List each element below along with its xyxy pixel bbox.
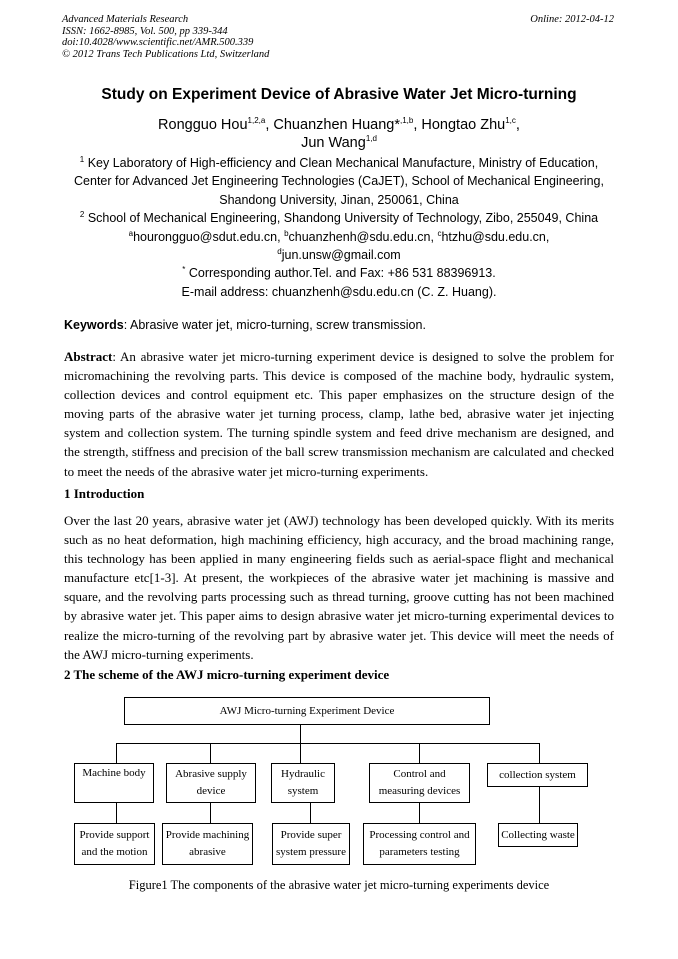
corresponding-sup: * bbox=[182, 265, 186, 275]
author-list bbox=[0, 116, 678, 152]
email-address: hourongguo@sdut.edu.cn, bbox=[133, 229, 285, 244]
author-affil-sup: 1,d bbox=[365, 134, 377, 144]
introduction-paragraph: Over the last 20 years, abrasive water jet (AWJ) technology has been developed quickly. With its merits such as no heat deformation, high machining efficiency, high accuracy, and the broad machining range, this technology has been applied in many engineering fields such as aerial-space flight and mechanical manufacture etc[1-3]. At present, the workpieces of the abrasive water jet machining is massive and square, and the revolving parts processing such as thread turning, groove cutting has not been machined by abrasive water jet. This paper aims to design abrasive water jet micro-turning experimental devices to realize the micro-turning of the revolving part by abrasive water jet. This device will meet the needs of the AWJ micro-turning experiments. bbox=[64, 513, 614, 662]
affiliation-sup: 1 bbox=[79, 154, 85, 164]
author-line-2 bbox=[0, 134, 678, 152]
section-heading-scheme: 2 The scheme of the AWJ micro-turning experiment device bbox=[64, 667, 390, 682]
diagram-root-box: AWJ Micro-turning Experiment Device bbox=[124, 697, 490, 725]
email-line-1 bbox=[40, 228, 638, 246]
connector-line bbox=[419, 803, 420, 823]
connector-line bbox=[116, 743, 117, 763]
email-address: chuanzhenh@sdu.edu.cn, bbox=[288, 229, 438, 244]
email-address: jun.unsw@gmail.com bbox=[281, 248, 401, 263]
keywords-text: : Abrasive water jet, micro-turning, screw transmission. bbox=[123, 318, 426, 332]
connector-line bbox=[300, 743, 301, 763]
journal-copyright: © 2012 Trans Tech Publications Ltd, Switzerland bbox=[62, 48, 270, 60]
affiliation-1-line-1 bbox=[40, 154, 638, 172]
keywords bbox=[64, 318, 616, 332]
connector-line bbox=[310, 803, 311, 823]
author-line-1 bbox=[0, 116, 678, 134]
journal-header bbox=[62, 14, 269, 60]
author-affil-sup: 1,2,a bbox=[247, 116, 266, 126]
diagram-box-abrasive-supply: Abrasive supply device bbox=[166, 763, 256, 803]
email-sup: a bbox=[128, 228, 134, 238]
affiliation-text: Key Laboratory of High-efficiency and Clean Mechanical Manufacture, Ministry of Education, bbox=[84, 156, 599, 170]
author-name: Rongguo Hou bbox=[158, 117, 248, 133]
abstract-text: : An abrasive water jet micro-turning experiment device is designed to solve the problem for micromachining the revolving parts. This device is composed of the machine body, hydraulic system, collection devices and control equipment etc. This paper emphasizes on the structure design of the moving parts of the abrasive water jet turning process, clamp, lathe bed, abrasive water jet injecting system and collection system. The turning spindle system and feed drive mechanism are designed, and the strength, stiffness and precision of the ball screw transmission mechanism are calculated and checked to meet the needs of the abrasive water jet micro-turning experiments. bbox=[64, 349, 614, 479]
email-sup: b bbox=[284, 228, 289, 238]
diagram-box-machining-abrasive: Provide machining abrasive bbox=[162, 823, 253, 865]
connector-line bbox=[419, 743, 420, 763]
paper-title: Study on Experiment Device of Abrasive Water Jet Micro-turning bbox=[101, 86, 577, 103]
keywords-label: Keywords bbox=[64, 318, 124, 332]
affiliation-text: School of Mechanical Engineering, Shandong University of Technology, Zibo, 255049, China bbox=[84, 211, 599, 226]
connector-line bbox=[210, 803, 211, 823]
online-date: Online: 2012-04-12 bbox=[530, 14, 614, 25]
author-affil-sup: 1,c bbox=[505, 116, 516, 126]
diagram-box-collecting-waste: Collecting waste bbox=[498, 823, 578, 847]
journal-issn: ISSN: 1662-8985, Vol. 500, pp 339-344 bbox=[62, 25, 228, 37]
figure-caption: Figure1 The components of the abrasive water jet micro-turning experiments device bbox=[128, 878, 550, 892]
diagram-box-machine-body: Machine body bbox=[74, 763, 154, 803]
email-sup: c bbox=[437, 228, 442, 238]
affiliation-2 bbox=[40, 209, 638, 227]
diagram-box-control-measuring: Control and measuring devices bbox=[369, 763, 470, 803]
connector-line bbox=[300, 725, 301, 743]
author-name: , Hongtao Zhu bbox=[413, 117, 506, 133]
corresponding-text: Corresponding author.Tel. and Fax: +86 531 88396913. bbox=[185, 266, 496, 281]
diagram-box-hydraulic-system: Hydraulic system bbox=[271, 763, 335, 803]
diagram-box-control-testing: Processing control and parameters testing bbox=[363, 823, 476, 865]
author-separator: , bbox=[515, 117, 520, 133]
diagram-box-system-pressure: Provide super system pressure bbox=[272, 823, 350, 865]
connector-line bbox=[116, 743, 539, 744]
journal-doi: doi:10.4028/www.scientific.net/AMR.500.339 bbox=[62, 37, 254, 48]
abstract-label: Abstract bbox=[64, 349, 113, 364]
author-affil-sup: ,1,b bbox=[399, 116, 414, 126]
email-line-2 bbox=[40, 246, 638, 264]
connector-line bbox=[539, 743, 540, 763]
email-address: htzhu@sdu.edu.cn, bbox=[441, 229, 550, 244]
affiliation-1-line-3: Shandong University, Jinan, 250061, China bbox=[219, 192, 459, 207]
abstract bbox=[64, 347, 614, 481]
corresponding-email: E-mail address: chuanzhenh@sdu.edu.cn (C. Z. Huang). bbox=[181, 284, 497, 299]
affiliation-1-line-2: Center for Advanced Jet Engineering Technologies (CaJET), School of Mechanical Engineering, bbox=[74, 174, 604, 189]
author-name: Jun Wang bbox=[301, 135, 366, 151]
corresponding-author bbox=[40, 264, 638, 282]
email-sup: d bbox=[277, 246, 282, 256]
author-name: , Chuanzhen Huang* bbox=[265, 117, 400, 133]
section-heading-introduction: 1 Introduction bbox=[64, 486, 145, 501]
affiliations bbox=[40, 154, 638, 301]
connector-line bbox=[210, 743, 211, 763]
journal-name: Advanced Materials Research bbox=[62, 14, 189, 25]
diagram-box-collection-system: collection system bbox=[487, 763, 588, 787]
diagram-box-support-motion: Provide support and the motion bbox=[74, 823, 155, 865]
connector-line bbox=[116, 803, 117, 823]
connector-line bbox=[539, 787, 540, 823]
affiliation-sup: 2 bbox=[79, 210, 85, 220]
